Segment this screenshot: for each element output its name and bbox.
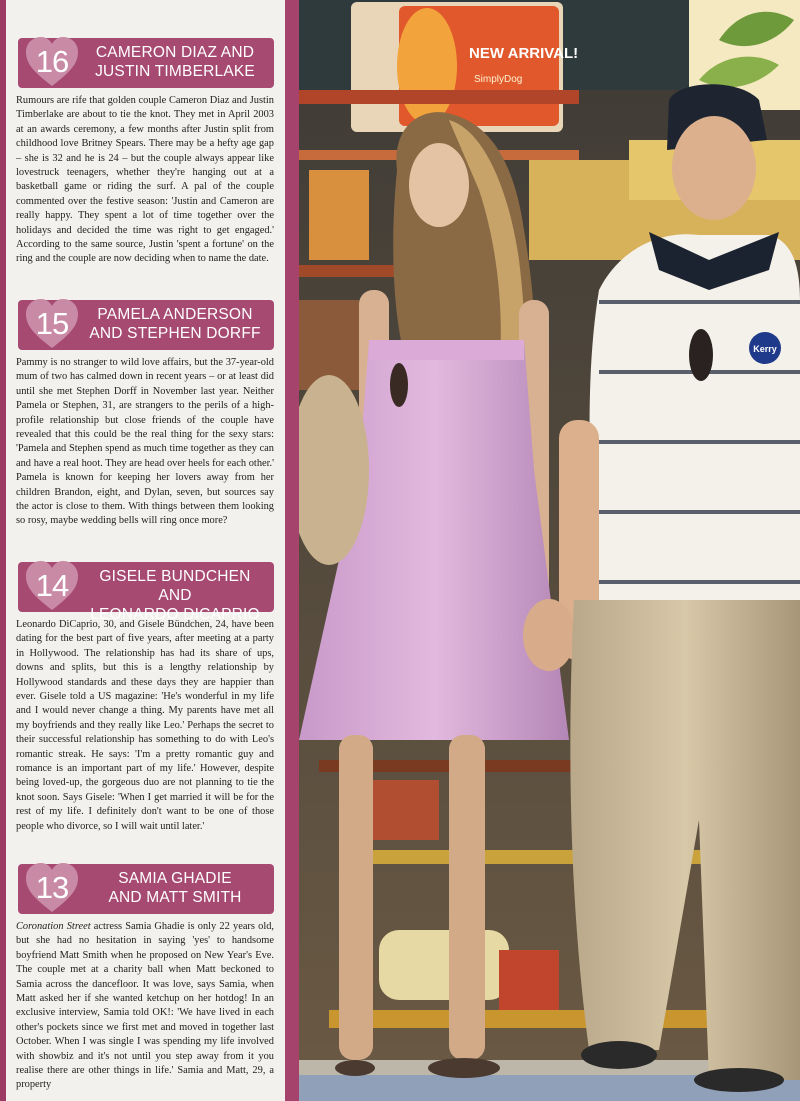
couple-title: PAMELA ANDERSON AND STEPHEN DORFF <box>89 306 261 342</box>
couple-title: CAMERON DIAZ AND JUSTIN TIMBERLAKE <box>95 44 255 80</box>
left-edge-bar <box>0 0 6 1101</box>
entry-body: Rumours are rife that golden couple Cameron Diaz and Justin Timberlake are about to tie the knot. They met in April 2003 at an awards ceremony, a few months after Justin split from childhood love Britney Spears. There may be a hefty age gap – she is 32 and he is 24 – but the couple always appear like lovestruck teenagers, whether they're hanging out at a basketball game or riding the surf. A pal of the couple commented over the festive season: 'Justin and Cameron are really happy. They spent a lot of time together over the holidays and decided the time was right to get engaged.' According to the same source, Justin 'spent a fortune' on the ring and the couple are now deciding when to name the date. <box>16 95 274 265</box>
rank-number: 14 <box>35 568 69 603</box>
couple-title: GISELE BUNDCHEN AND LEONARDO DICAPRIO <box>90 568 260 623</box>
entry-body: Leonardo DiCaprio, 30, and Gisele Bündchen, 24, have been dating for the best part of five years, after meeting at a party in Hollywood. The relationship has had its share of ups, downs and splits, but this is a lengthy relationship by Hollywood standards and these days they are happier than ever. Gisele told a US magazine: 'He's wonderful in my life and I would never change a thing. My parents have met all my boyfriends and they really like Leo.' Perhaps the secret to their successful relationship has something to do with Leo's romantic streak. He says: 'I'm a pretty romantic guy and romance is an important part of my life.' However, despite being loved-up, the gorgeous duo are not planning to tie the knot soon. Says Gisele: 'When I get married it will be for the rest of my life. I definitely don't want to be one of those people who divorce, so I will wait until later.' <box>16 619 274 832</box>
rank-number: 16 <box>35 44 69 79</box>
badge-text: Kerry <box>753 344 777 354</box>
entry-banner <box>18 562 274 623</box>
entry-banner <box>18 300 274 350</box>
article-column <box>8 0 280 1101</box>
entry-15 <box>8 300 280 529</box>
entry-13 <box>8 864 280 1093</box>
entry-body: Pammy is no stranger to wild love affairs, but the 37-year-old mum of two has calmed down in recent years – or at least did until she met Stephen Dorff in November last year. Neither Pamela or Stephen, 31, are strangers to the perils of a high-profile relationship but close friends of the couple have revealed that this could be the real thing for the sexy stars: 'Pamela and Stephen spend as much time together as they can and have a real hoot. They are head over heels for each other.' Pamela is known for keeping her lovers away from her children Brandon, eight, and Dylan, seven, but sources say the actor is close to them. With things between them looking so rosy, maybe wedding bells will ring once more? <box>16 357 274 527</box>
rank-number: 15 <box>35 306 69 341</box>
striped-shirt <box>590 234 800 610</box>
couple-title: SAMIA GHADIE AND MATT SMITH <box>108 870 242 906</box>
photo-illustration <box>299 0 800 1101</box>
entry-14 <box>8 562 280 834</box>
column-divider <box>285 0 299 1101</box>
entry-banner <box>18 38 274 88</box>
sign-text: NEW ARRIVAL! <box>469 45 579 62</box>
couple-photo <box>299 0 800 1101</box>
entry-banner <box>18 864 274 914</box>
sign-brand: SimplyDog <box>474 74 523 85</box>
entry-16 <box>8 38 280 267</box>
rank-number: 13 <box>35 870 69 905</box>
entry-body: Coronation Street actress Samia Ghadie is only 22 years old, but she had no hesitation in saying 'yes' to handsome boyfriend Matt Smith when he proposed on New Year's Eve. The couple met at a charity ball when Matt beckoned to Samia across the dancefloor. It was love, says Samia, when Matt asked her if she wanted ketchup on her hotdog! In an exclusive interview, Samia told OK!: 'We have lived in each other's pockets since we first met and moved in together last October. When I was single I was spending my life involved with showbiz and it's not until you step away from it you realise there are other things in life.' Samia and Matt, 29, a property <box>16 921 275 1091</box>
